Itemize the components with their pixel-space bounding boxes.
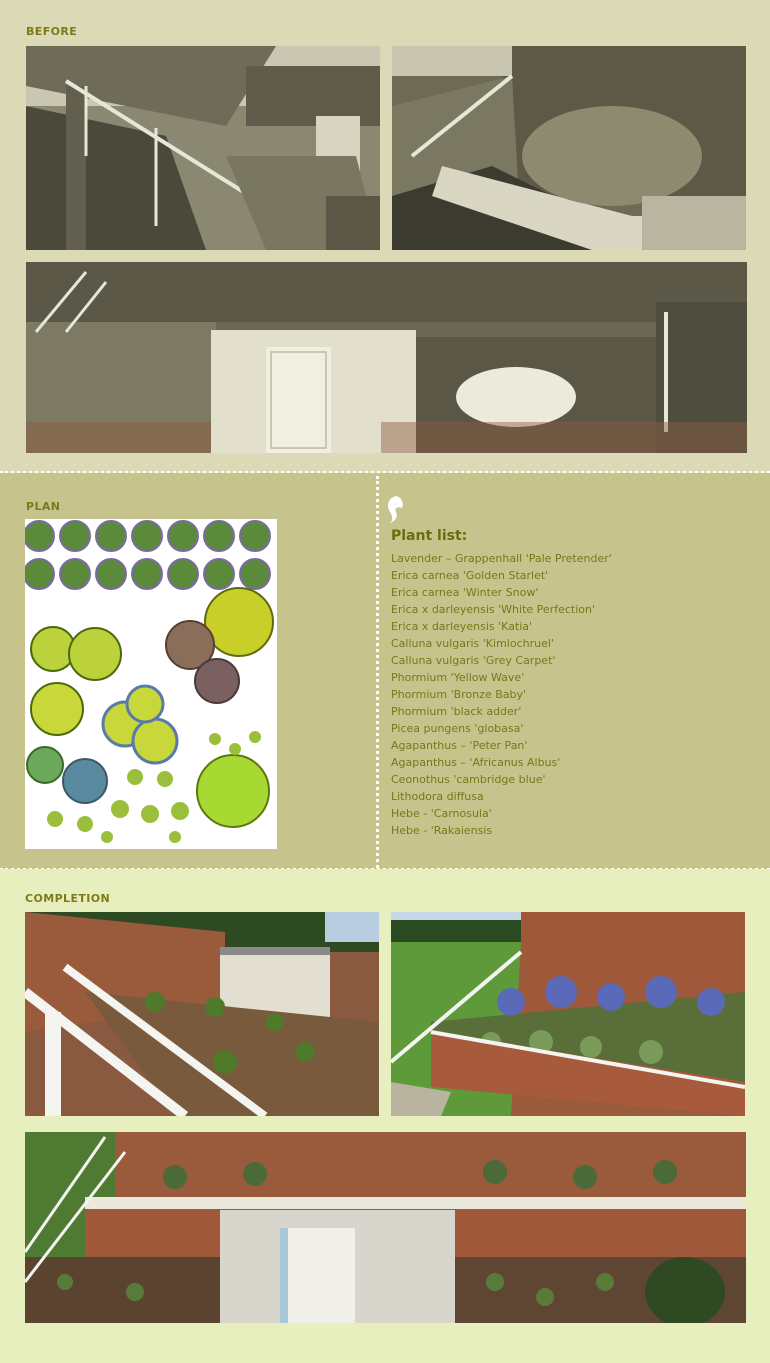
- before-title: BEFORE: [26, 25, 78, 38]
- list-item: Lithodora diffusa: [391, 790, 484, 803]
- list-item: Hebe - 'Carnosula': [391, 807, 492, 820]
- before-steps-photo: [26, 46, 380, 250]
- completion-title: COMPLETION: [25, 892, 111, 905]
- list-item: Phormium 'black adder': [391, 705, 522, 718]
- list-item: Agapanthus – 'Peter Pan': [391, 739, 528, 752]
- before-panorama-photo: [26, 262, 747, 453]
- leaf-icon: [384, 494, 406, 528]
- list-item: Erica carnea 'Golden Starlet': [391, 569, 549, 582]
- list-item: Erica carnea 'Winter Snow': [391, 586, 539, 599]
- list-item: Erica x darleyensis 'White Perfection': [391, 603, 595, 616]
- list-item: Erica x darleyensis 'Katia': [391, 620, 533, 633]
- plant-list-heading: Plant list:: [391, 528, 468, 544]
- list-item: Calluna vulgaris 'Kimlochruel': [391, 637, 554, 650]
- list-item: Picea pungens 'globasa': [391, 722, 524, 735]
- list-item: Hebe - 'Rakaiensis: [391, 824, 493, 837]
- completion-panorama-photo: [25, 1132, 746, 1323]
- completion-bed-photo: [391, 912, 745, 1116]
- list-item: Phormium 'Yellow Wave': [391, 671, 525, 684]
- vertical-divider: [376, 476, 379, 868]
- list-item: Ceonothus 'cambridge blue': [391, 773, 546, 786]
- completion-steps-photo: [25, 912, 379, 1116]
- planting-plan-drawing: [25, 519, 277, 849]
- list-item: Lavender – Grappenhall 'Pale Pretender': [391, 552, 612, 565]
- before-wall-photo: [392, 46, 746, 250]
- plan-title: PLAN: [26, 500, 61, 513]
- list-item: Agapanthus – 'Africanus Albus': [391, 756, 561, 769]
- plant-list: [391, 550, 612, 839]
- list-item: Phormium 'Bronze Baby': [391, 688, 527, 701]
- list-item: Calluna vulgaris 'Grey Carpet': [391, 654, 556, 667]
